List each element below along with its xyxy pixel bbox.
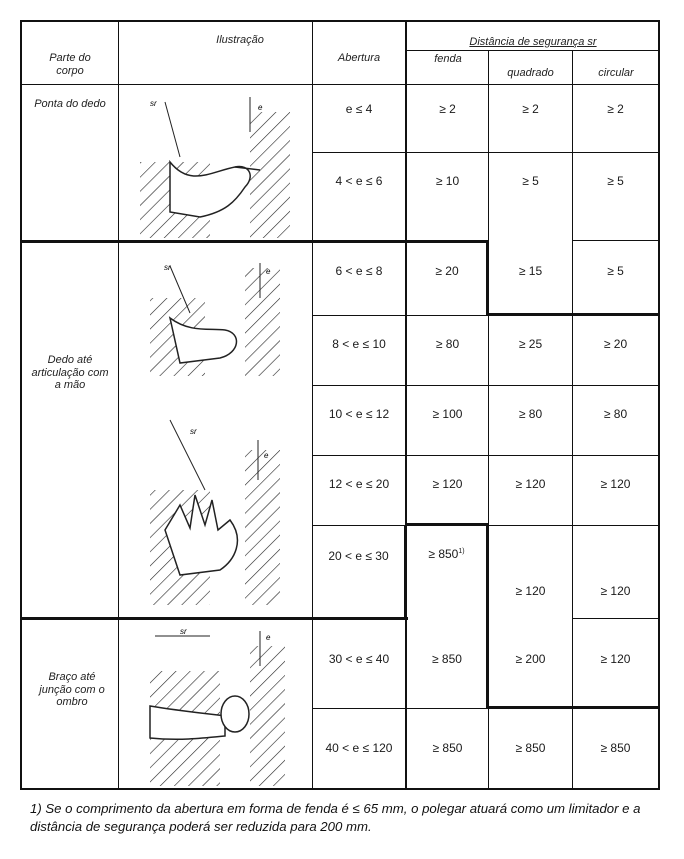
svg-text:e: e (266, 267, 271, 276)
quadrado-cell: ≥ 80 (518, 407, 543, 422)
fenda-value: ≥ 850 (428, 547, 459, 561)
quadrado-cell: ≥ 25 (518, 337, 543, 352)
header-fenda: fenda (434, 52, 462, 65)
footnote-ref: 1) (458, 548, 465, 555)
circular-cell: ≥ 2 (607, 102, 624, 117)
quadrado-cell: ≥ 120 (515, 584, 546, 599)
circular-cell: ≥ 850 (600, 740, 631, 755)
fenda-cell: ≥ 10 (435, 174, 460, 189)
circular-cell: ≥ 120 (600, 477, 631, 492)
quadrado-cell: ≥ 200 (515, 652, 546, 667)
abertura-cell: 8 < e ≤ 10 (332, 337, 386, 352)
svg-text:e: e (264, 451, 269, 460)
fenda-cell (407, 528, 486, 578)
finger-illustration (150, 258, 280, 376)
fenda-cell: ≥ 850 (432, 740, 463, 755)
svg-text:sr: sr (164, 263, 171, 272)
fenda-cell: ≥ 20 (435, 264, 459, 279)
header-ilustracao: Ilustração (216, 33, 264, 46)
abertura-cell: 20 < e ≤ 30 (328, 549, 389, 564)
quadrado-cell: ≥ 850 (515, 740, 546, 755)
circular-cell: ≥ 20 (603, 337, 628, 352)
header-distancia-seguranca: Distância de segurança sr (469, 35, 597, 48)
fenda-cell: ≥ 2 (439, 102, 456, 117)
circular-cell: ≥ 5 (607, 264, 624, 279)
fenda-cell: ≥ 850 (432, 652, 462, 667)
abertura-cell: e ≤ 4 (345, 102, 373, 117)
circular-cell: ≥ 80 (603, 407, 628, 422)
abertura-cell: 6 < e ≤ 8 (335, 264, 383, 279)
fenda-cell: ≥ 80 (435, 337, 460, 352)
abertura-cell: 4 < e ≤ 6 (335, 174, 383, 189)
svg-text:sr: sr (180, 627, 187, 636)
svg-text:e: e (258, 103, 263, 112)
quadrado-cell: ≥ 15 (518, 264, 543, 279)
circular-cell: ≥ 120 (600, 584, 631, 599)
header-circular: circular (598, 66, 634, 79)
header-parte-do-corpo: Parte do corpo (49, 52, 91, 77)
svg-text:sr: sr (150, 99, 157, 108)
header-quadrado: quadrado (507, 66, 554, 79)
arm-illustration (150, 626, 285, 786)
svg-text:sr: sr (190, 427, 197, 436)
parte-dedo-ate-articulacao: Dedo até articulação com a mão (31, 354, 109, 392)
hand-illustration (150, 410, 280, 605)
abertura-cell: 30 < e ≤ 40 (328, 652, 390, 667)
parte-braco-ate-ombro: Braço até junção com o ombro (39, 671, 105, 709)
quadrado-cell: ≥ 120 (515, 477, 546, 492)
fenda-cell: ≥ 120 (432, 477, 463, 492)
header-abertura: Abertura (337, 51, 381, 64)
circular-cell: ≥ 5 (607, 174, 624, 189)
footnote: 1) Se o comprimento da abertura em forma de fenda é ≤ 65 mm, o polegar atuará como um limitador e a distância de segurança poderá ser reduzida para 200 mm. (30, 801, 641, 834)
quadrado-cell: ≥ 2 (522, 102, 539, 117)
fenda-cell: ≥ 100 (432, 407, 463, 422)
svg-text:e: e (266, 633, 271, 642)
circular-cell: ≥ 120 (600, 652, 631, 667)
abertura-cell: 10 < e ≤ 12 (328, 407, 390, 422)
fingertip-illustration (140, 92, 290, 238)
abertura-cell: 12 < e ≤ 20 (328, 477, 390, 492)
quadrado-cell: ≥ 5 (522, 174, 539, 189)
abertura-cell: 40 < e ≤ 120 (325, 740, 393, 755)
parte-ponta-do-dedo: Ponta do dedo (34, 97, 106, 110)
